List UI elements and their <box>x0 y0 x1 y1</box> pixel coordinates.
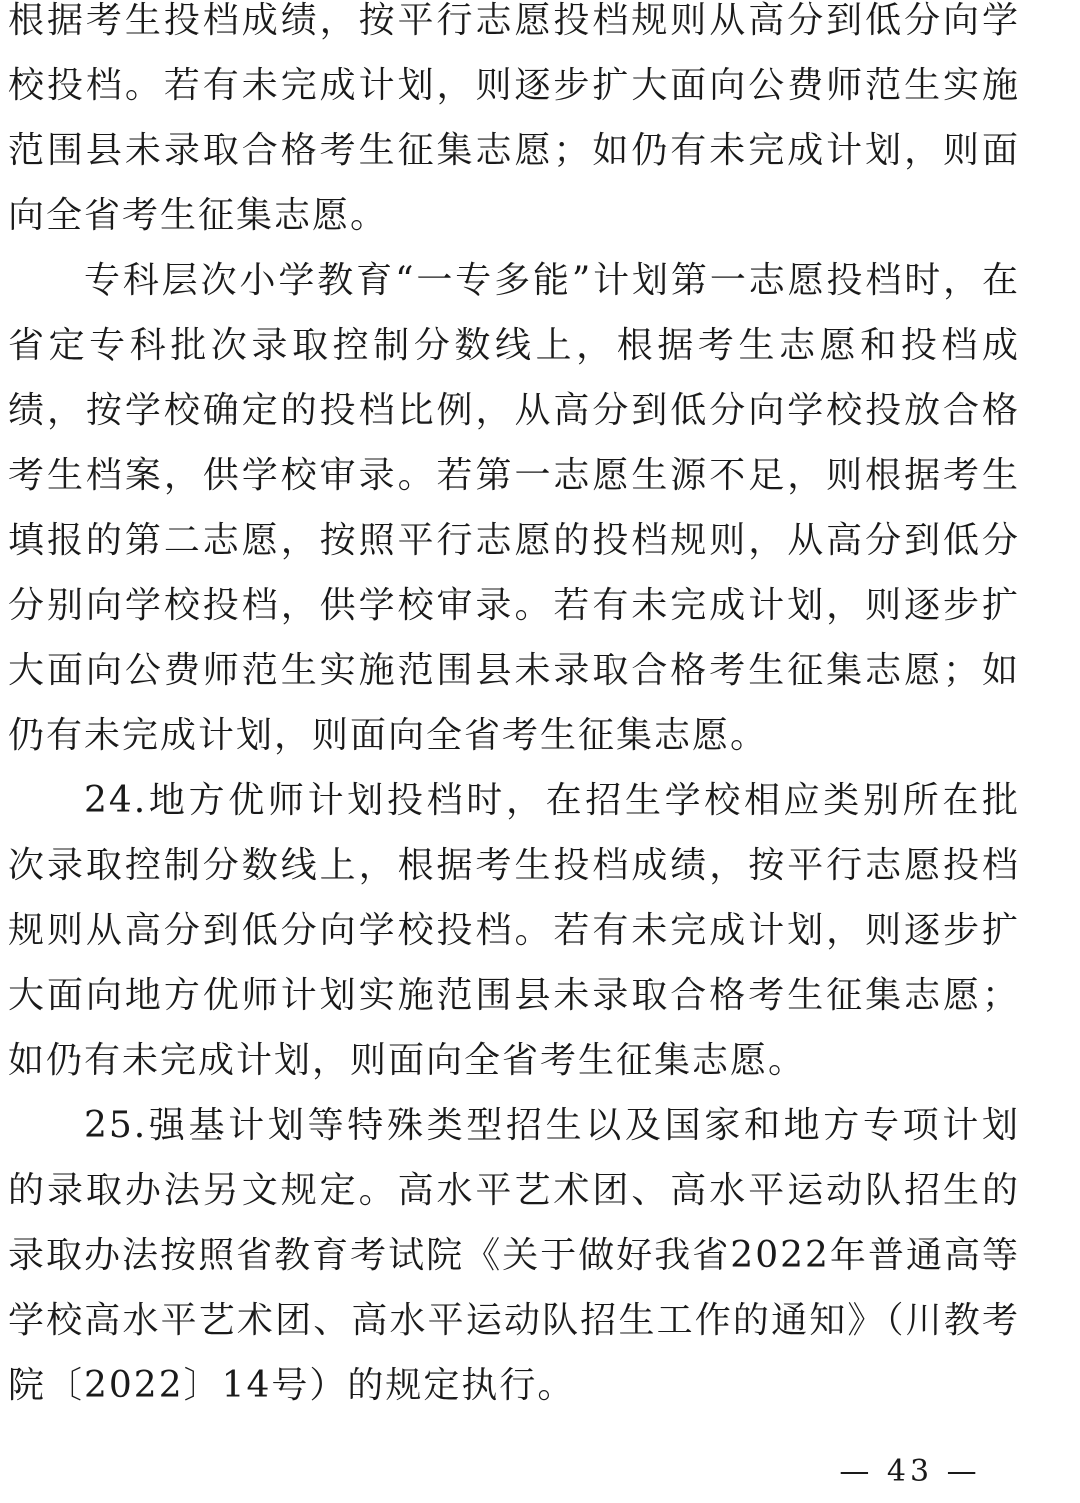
document-page <box>8 0 1020 1418</box>
paragraph-continuation: 根据考生投档成绩，按平行志愿投档规则从高分到低分向学校投档。若有未完成计划，则逐步扩大面向公费师范生实施范围县未录取合格考生征集志愿；如仍有未完成计划，则面向全省考生征集志愿。 <box>8 0 1020 236</box>
paragraph-one-zhuan-duo-neng: 专科层次小学教育“一专多能”计划第一志愿投档时，在省定专科批次录取控制分数线上，根据考生志愿和投档成绩，按学校确定的投档比例，从高分到低分向学校投放合格考生档案，供学校审录。若第一志愿生源不足，则根据考生填报的第二志愿，按照平行志愿的投档规则，从高分到低分分别向学校投档，供学校审录。若有未完成计划，则逐步扩大面向公费师范生实施范围县未录取合格考生征集志愿；如仍有未完成计划，则面向全省考生征集志愿。 <box>8 260 1020 756</box>
paragraph-item-24: 24.地方优师计划投档时，在招生学校相应类别所在批次录取控制分数线上，根据考生投档成绩，按平行志愿投档规则从高分到低分向学校投档。若有未完成计划，则逐步扩大面向地方优师计划实施范围县未录取合格考生征集志愿；如仍有未完成计划，则面向全省考生征集志愿。 <box>8 780 1020 1081</box>
page-number: — 43 — <box>839 1454 981 1489</box>
paragraph-item-25: 25.强基计划等特殊类型招生以及国家和地方专项计划的录取办法另文规定。高水平艺术团、高水平运动队招生的录取办法按照省教育考试院《关于做好我省2022年普通高等学校高水平艺术团、高水平运动队招生工作的通知》（川教考院〔2022〕14号）的规定执行。 <box>8 1105 1020 1406</box>
